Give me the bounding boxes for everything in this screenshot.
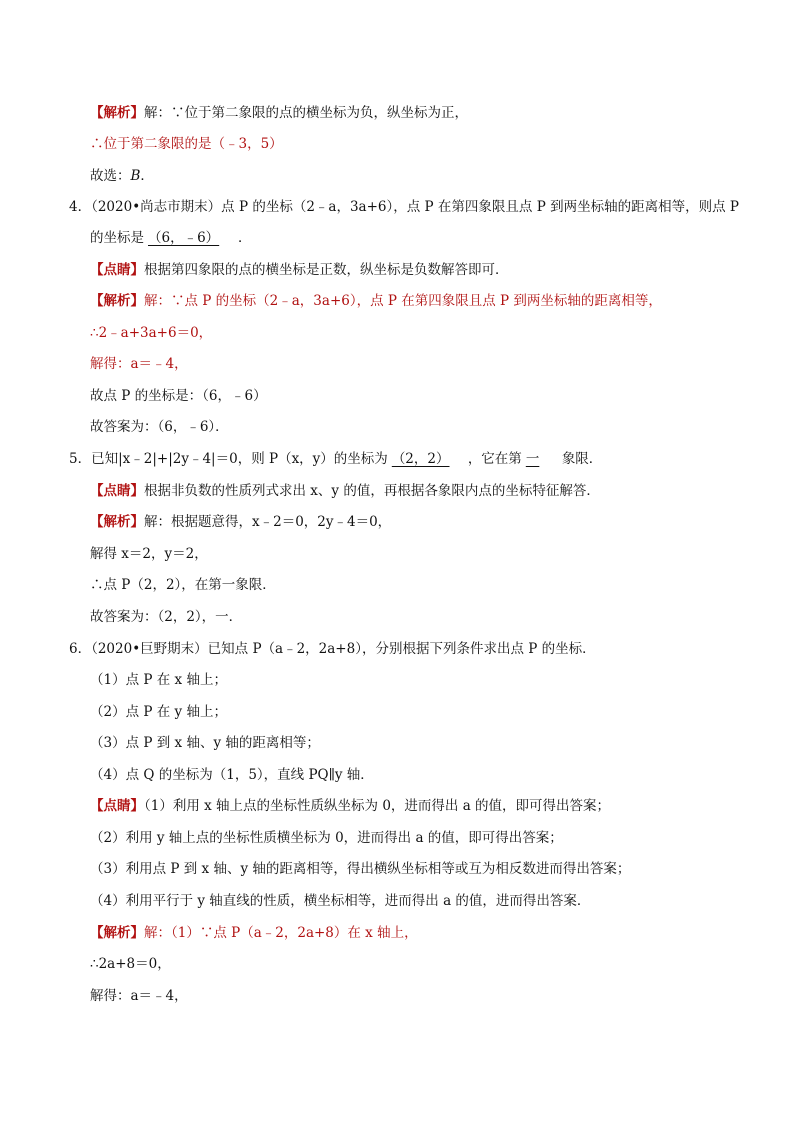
answer-line: 故答案为：（2，2），一． xyxy=(90,609,243,625)
solution-line: ∴2a+8＝0， xyxy=(90,956,171,972)
analysis-tag: 【解析】 xyxy=(90,105,144,121)
analysis-tag: 【解析】 xyxy=(90,514,144,530)
question-4-stem: 4．（2020•尚志市期末）点 P 的坐标（2﹣a，3a+6），点 P 在第四象限且点 P 到两坐标轴的距离相等，则点 P xyxy=(69,199,739,215)
hint-line: （3）利用点 P 到 x 轴、y 轴的距离相等，得出横纵坐标相等或互为相反数进而得出答案； xyxy=(90,861,631,877)
solution-line: 【解析】解：根据题意得，x﹣2＝0，2y﹣4＝0， xyxy=(90,514,392,530)
answer-line: 故答案为：（6，﹣6）． xyxy=(90,419,229,435)
hint-tag: 【点睛】 xyxy=(90,798,144,814)
question-6-part: （4）点 Q 的坐标为（1，5），直线 PQ∥y 轴． xyxy=(90,767,374,783)
hint-tag: 【点睛】 xyxy=(90,262,144,278)
solution-line: ∴位于第二象限的是（﹣3，5） xyxy=(90,136,283,152)
hint-line: 【点睛】（1）利用 x 轴上点的坐标性质纵坐标为 0，进而得出 a 的值，即可得出答案； xyxy=(90,798,611,814)
hint-line: 【点睛】根据第四象限的点的横坐标是正数，纵坐标是负数解答即可． xyxy=(90,262,509,278)
solution-line: 故点 P 的坐标是：（6，﹣6） xyxy=(90,388,267,404)
solution-line: 【解析】解：∵点 P 的坐标（2﹣a，3a+6），点 P 在第四象限且点 P 到两坐标轴的距离相等， xyxy=(90,293,662,309)
solution-line: 【解析】解：（1）∵点 P（a﹣2，2a+8）在 x 轴上， xyxy=(90,925,418,941)
solution-line: ∴2﹣a+3a+6＝0， xyxy=(90,325,213,341)
question-6-part: （1）点 P 在 x 轴上； xyxy=(90,672,227,688)
solution-line: 解得：a＝﹣4， xyxy=(90,988,188,1004)
question-6-stem: 6．（2020•巨野期末）已知点 P（a﹣2，2a+8），分别根据下列条件求出点 P 的坐标． xyxy=(69,641,596,657)
hint-line: 【点睛】根据非负数的性质列式求出 x、y 的值，再根据各象限内点的坐标特征解答． xyxy=(90,483,600,499)
solution-line: 解得：a＝﹣4， xyxy=(90,356,188,372)
answer-line: 故选：B． xyxy=(90,168,154,184)
answer-blank: （2，2） xyxy=(391,451,450,467)
analysis-tag: 【解析】 xyxy=(90,293,144,309)
analysis-tag: 【解析】 xyxy=(90,925,144,941)
answer-blank: （6，﹣6） xyxy=(148,230,220,246)
question-5-stem: 5．已知|x﹣2|+|2y﹣4|＝0，则 P（x，y）的坐标为 （2，2） ，它在第 一 象限． xyxy=(69,451,603,467)
hint-line: （2）利用 y 轴上点的坐标性质横坐标为 0，进而得出 a 的值，即可得出答案； xyxy=(90,830,563,846)
question-4-blank-line: 的坐标是 （6，﹣6） ． xyxy=(90,230,252,246)
answer-blank: 一 xyxy=(525,451,540,467)
solution-line: 解得 x＝2，y＝2， xyxy=(90,546,208,562)
hint-line: （4）利用平行于 y 轴直线的性质，横坐标相等，进而得出 a 的值，进而得出答案． xyxy=(90,893,591,909)
question-6-part: （2）点 P 在 y 轴上； xyxy=(90,704,227,720)
hint-tag: 【点睛】 xyxy=(90,483,144,499)
solution-line: 【解析】解：∵位于第二象限的点的横坐标为负，纵坐标为正， xyxy=(90,105,468,121)
question-6-part: （3）点 P 到 x 轴、y 轴的距离相等； xyxy=(90,735,320,751)
solution-line: ∴点 P（2，2），在第一象限． xyxy=(90,577,276,593)
